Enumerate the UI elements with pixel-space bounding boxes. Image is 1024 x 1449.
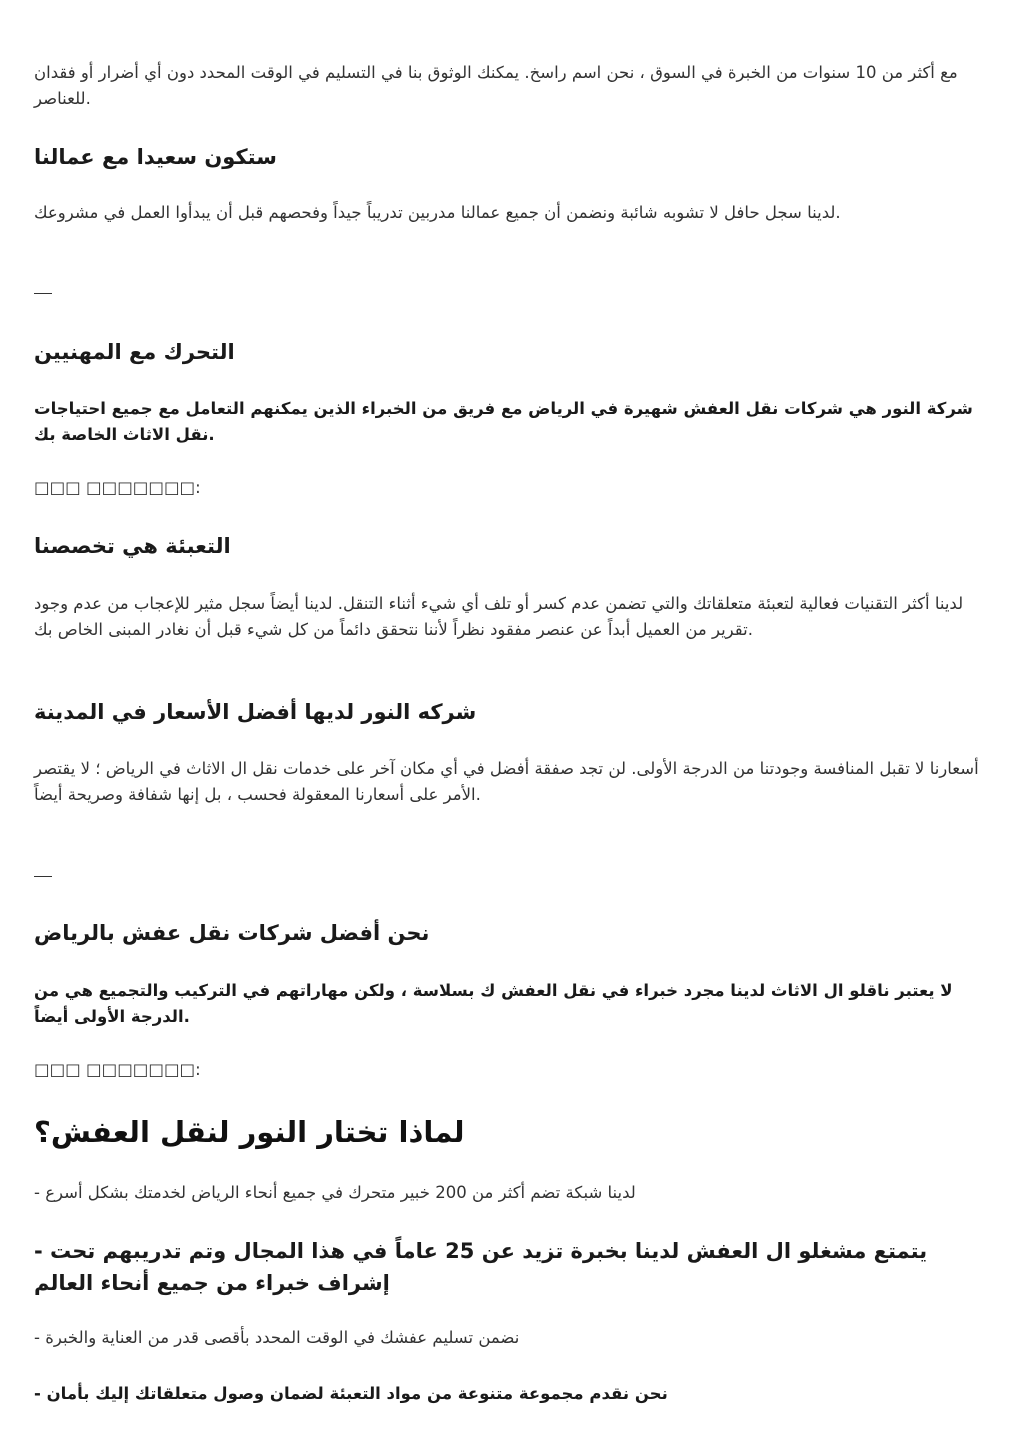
list-item-on-time-delivery: - نضمن تسليم عفشك في الوقت المحدد بأقصى قدر من العناية والخبرة	[34, 1328, 520, 1347]
heading-why-choose-alnoor: لماذا تختار النور لنقل العفش؟	[34, 1115, 465, 1149]
list-item-network: - لدينا شبكة تضم أكثر من 200 خبير متحرك في جميع أنحاء الرياض لخدمتك بشكل أسرع	[34, 1183, 636, 1202]
heading-move-with-professionals: التحرك مع المهنيين	[34, 340, 235, 364]
movers-paragraph: لا يعتبر ناقلو ال الاثاث لدينا مجرد خبراء في نقل العفش ك بسلاسة ، ولكن مهاراتهم في التركيب والتجميع هي من الدرجة الأولى أيضاً.	[34, 981, 953, 1026]
alnoor-company-paragraph: شركة النور هي شركات نقل العفش شهيرة في الرياض مع فريق من الخبراء الذين يمكنهم التعامل مع جميع احتياجات نقل الاثاث الخاصة بك.	[34, 399, 973, 444]
packing-paragraph: لدينا أكثر التقنيات فعالية لتعبئة متعلقاتك والتي تضمن عدم كسر أو تلف أي شيء أثناء التنقل. لدينا أيضاً سجل مثير للإعجاب من عدم وجود تقرير من العميل أبداً عن عنصر مفقود نظراً لأننا نتحقق دائماً من كل شيء قبل أن نغادر المبنى الخاص بك.	[34, 594, 964, 639]
missing-glyph-label: □□□ □□□□□□□:	[34, 1060, 201, 1079]
intro-paragraph: مع أكثر من 10 سنوات من الخبرة في السوق ، نحن اسم راسخ. يمكنك الوثوق بنا في التسليم في الوقت المحدد دون أي أضرار أو فقدان للعناصر.	[34, 63, 958, 108]
missing-glyph-label: □□□ □□□□□□□:	[34, 478, 201, 497]
heading-packing-specialty: التعبئة هي تخصصنا	[34, 534, 231, 558]
heading-best-prices: شركه النور لديها أفضل الأسعار في المدينة	[34, 700, 477, 724]
heading-best-moving-companies: نحن أفضل شركات نقل عفش بالرياض	[34, 921, 430, 945]
list-item-experience: - يتمتع مشغلو ال العفش لدينا بخبرة تزيد عن 25 عاماً في هذا المجال وتم تدريبهم تحت إشراف خبراء من جميع أنحاء العالم	[34, 1239, 928, 1295]
prices-paragraph: أسعارنا لا تقبل المنافسة وجودتنا من الدرجة الأولى. لن تجد صفقة أفضل في أي مكان آخر على خدمات نقل ال الاثاث في الرياض ؛ لا يقتصر الأمر على أسعارنا المعقولة فحسب ، بل إنها شفافة وصريحة أيضاً.	[34, 759, 979, 804]
list-item-packing-materials: - نحن نقدم مجموعة متنوعة من مواد التعبئة لضمان وصول متعلقاتك إليك بأمان	[34, 1384, 668, 1403]
separator-line	[34, 876, 52, 877]
separator-line	[34, 293, 52, 294]
workers-paragraph: لدينا سجل حافل لا تشوبه شائبة ونضمن أن جميع عمالنا مدربين تدريباً جيداً وفحصهم قبل أن يبدأوا العمل في مشروعك.	[34, 203, 841, 222]
heading-happy-with-workers: ستكون سعيدا مع عمالنا	[34, 145, 277, 169]
